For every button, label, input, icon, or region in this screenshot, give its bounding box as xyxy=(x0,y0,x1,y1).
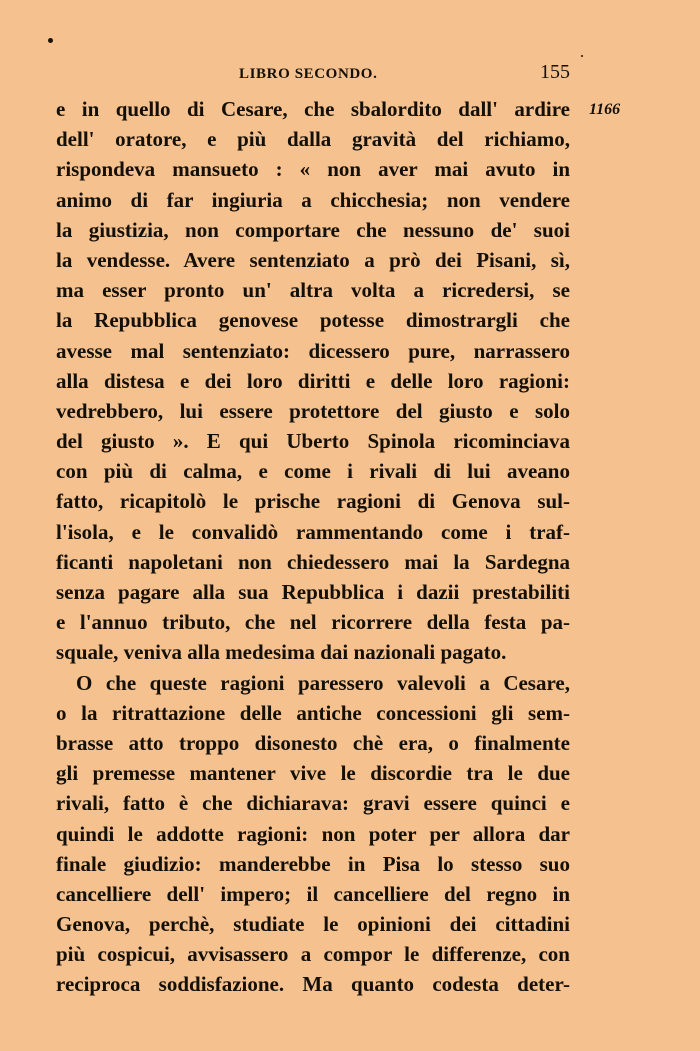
text-line: e in quello di Cesare, che sbalordito dall' ardire xyxy=(56,97,570,121)
text-line: del giusto ». E qui Uberto Spinola ricominciava xyxy=(56,429,570,454)
text-line: squale, veniva alla medesima dai nazionali pagato. xyxy=(56,640,507,665)
text-line: rivali, fatto è che dichiarava: gravi essere quinci e xyxy=(56,791,570,816)
text-line: quindi le addotte ragioni: non poter per allora dar xyxy=(56,821,570,846)
text-line: vedrebbero, lui essere protettore del giusto e solo xyxy=(56,398,570,423)
text-line: brasse atto troppo disonesto chè era, o finalmente xyxy=(56,730,570,755)
margin-year-note: 1166 xyxy=(589,101,621,118)
ink-speck xyxy=(48,38,53,43)
text-line: gli premesse mantener vive le discordie tra le due xyxy=(56,761,570,786)
text-line: Genova, perchè, studiate le opinioni dei cittadini xyxy=(56,912,570,937)
text-line: animo di far ingiuria a chicchesia; non vendere xyxy=(56,187,570,212)
ink-speck xyxy=(581,55,583,57)
text-line: avesse mal sentenziato: dicessero pure, narrassero xyxy=(56,338,570,363)
text-line: rispondeva mansueto : « non aver mai avuto in xyxy=(56,157,570,182)
text-line: ma esser pronto un' altra volta a ricredersi, se xyxy=(56,278,570,303)
text-line: dell' oratore, e più dalla gravità del richiamo, xyxy=(56,127,570,152)
text-line: la Repubblica genovese potesse dimostrargli che xyxy=(56,308,570,333)
body-text xyxy=(56,94,570,1000)
text-line: finale giudizio: manderebbe in Pisa lo stesso suo xyxy=(56,851,570,876)
running-header xyxy=(56,61,570,90)
text-line: alla distesa e dei loro diritti e delle loro ragioni: xyxy=(56,368,570,393)
text-line: cancelliere dell' impero; il cancelliere del regno in xyxy=(56,881,570,906)
text-line: più cospicui, avvisassero a compor le differenze, con xyxy=(56,942,570,967)
page-number: 155 xyxy=(540,61,570,83)
text-line: con più di calma, e come i rivali di lui aveano xyxy=(56,459,570,484)
text-line: O che queste ragioni paressero valevoli a Cesare, xyxy=(76,670,570,695)
text-line: ficanti napoletani non chiedessero mai la Sardegna xyxy=(56,549,570,574)
text-line: la giustizia, non comportare che nessuno de' suoi xyxy=(56,217,570,242)
text-line: e l'annuo tributo, che nel ricorrere della festa pa- xyxy=(56,610,570,635)
text-line: senza pagare alla sua Repubblica i dazii prestabiliti xyxy=(56,580,570,604)
text-line: fatto, ricapitolò le prische ragioni di Genova sul- xyxy=(56,489,570,514)
text-line: l'isola, e le convalidò rammentando come i traf- xyxy=(56,519,570,544)
running-title: LIBRO SECONDO. xyxy=(239,66,378,82)
text-line: la vendesse. Avere sentenziato a prò dei Pisani, sì, xyxy=(56,247,570,272)
text-line: o la ritrattazione delle antiche concessioni gli sem- xyxy=(56,700,570,725)
text-line: reciproca soddisfazione. Ma quanto codesta deter- xyxy=(56,972,570,997)
